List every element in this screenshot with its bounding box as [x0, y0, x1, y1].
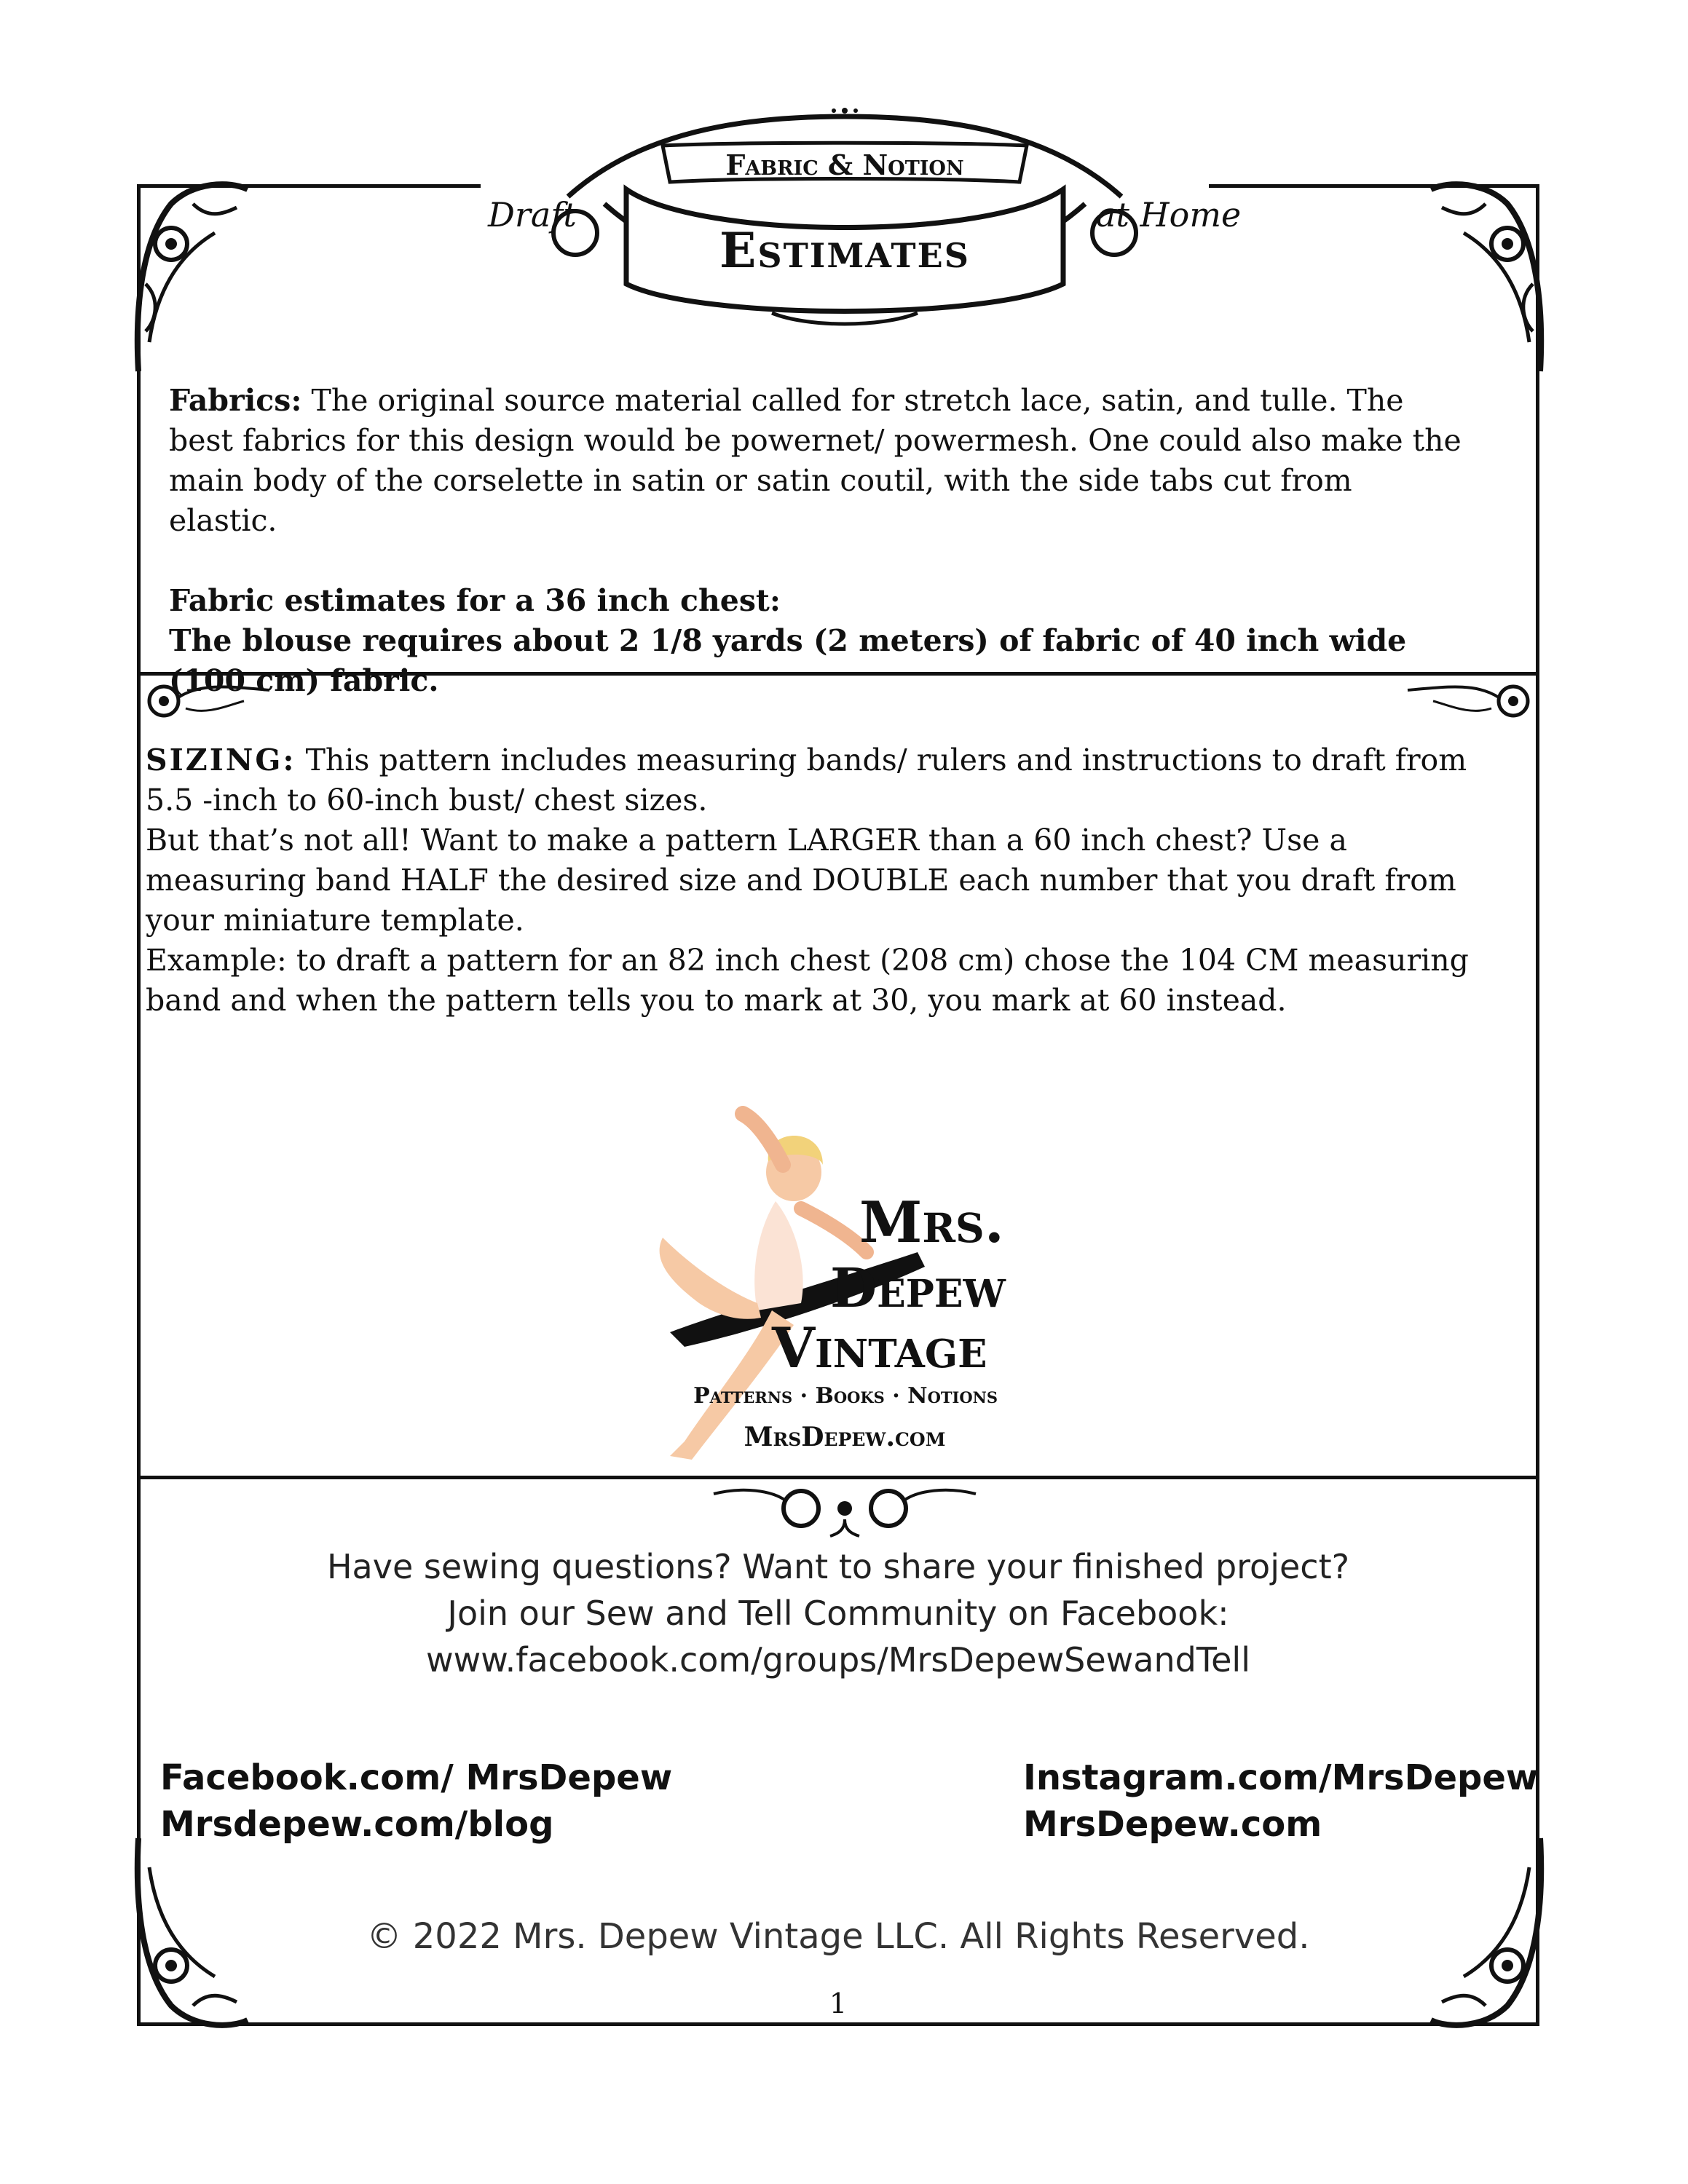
community-section: [137, 1543, 1539, 1683]
divider-flourish-center-icon: [699, 1479, 990, 1538]
community-link[interactable]: www.facebook.com/groups/MrsDepewSewandTell: [425, 1640, 1250, 1679]
divider-flourish-left-icon: [142, 676, 273, 727]
logo-line-mrs: Mrs.: [859, 1190, 1004, 1256]
header-top-label: Fabric & Notion: [725, 149, 964, 181]
sizing-text: This pattern includes measuring bands/ rulers and instructions to draft from 5.5 -inch to 60-inch bust/ chest sizes.: [146, 743, 1467, 818]
community-join: Join our Sew and Tell Community on Facebook:: [447, 1594, 1229, 1633]
fabric-estimate-heading: Fabric estimates for a 36 inch chest:: [169, 583, 781, 618]
brand-logo: [641, 1092, 1005, 1471]
instagram-link[interactable]: Instagram.com/MrsDepew: [1023, 1757, 1539, 1798]
header-right-script: at Home: [1096, 195, 1242, 234]
corner-flourish-top-left: [127, 175, 251, 379]
social-links-right: [1023, 1754, 1538, 1848]
fabric-estimate-text: The blouse requires about 2 1/8 yards (2 meters) of fabric of 40 inch wide (100 cm) fabric.: [169, 623, 1407, 698]
fabrics-label: Fabrics:: [169, 383, 302, 418]
divider-flourish-right-icon: [1404, 676, 1535, 727]
sizing-example-text: Example: to draft a pattern for an 82 inch chest (208 cm) chose the 104 CM measuring band and when the pattern tells you to mark at 30, you mark at 60 instead.: [146, 943, 1469, 1018]
facebook-link[interactable]: Facebook.com/ MrsDepew: [160, 1757, 673, 1798]
fabrics-section: [169, 381, 1465, 701]
copyright-notice: © 2022 Mrs. Depew Vintage LLC. All Rights Reserved.: [366, 1916, 1310, 1957]
logo-line-vintage: Vintage: [772, 1315, 987, 1380]
social-links-left: [160, 1754, 672, 1848]
website-link[interactable]: MrsDepew.com: [1023, 1804, 1322, 1845]
logo-line-depew: Depew: [830, 1257, 1006, 1320]
blog-link[interactable]: Mrsdepew.com/blog: [160, 1804, 554, 1845]
sizing-paragraph: [146, 740, 1515, 820]
fabrics-text: The original source material called for stretch lace, satin, and tulle. The best fabrics for this design would be powernet/ powermesh. One could also make the main body of the corselette in satin or satin coutil, with the side tabs cut from elastic.: [169, 383, 1462, 538]
fabrics-paragraph: [169, 381, 1465, 541]
sizing-label: SIZING:: [146, 743, 296, 778]
page-number: 1: [829, 1987, 848, 2019]
logo-tagline: Patterns · Books · Notions: [693, 1383, 998, 1409]
header-left-script: Draft: [488, 195, 577, 234]
sizing-section: [146, 740, 1515, 1021]
logo-site: MrsDepew.com: [744, 1422, 946, 1452]
corner-flourish-top-right: [1427, 175, 1551, 379]
header-main-label: Estimates: [719, 222, 970, 279]
sizing-larger-text: But that’s not all! Want to make a pattern LARGER than a 60 inch chest? Use a measuring band HALF the desired size and DOUBLE each number that you draft from your miniature template.: [146, 823, 1456, 938]
community-question: Have sewing questions? Want to share your finished project?: [326, 1547, 1350, 1586]
